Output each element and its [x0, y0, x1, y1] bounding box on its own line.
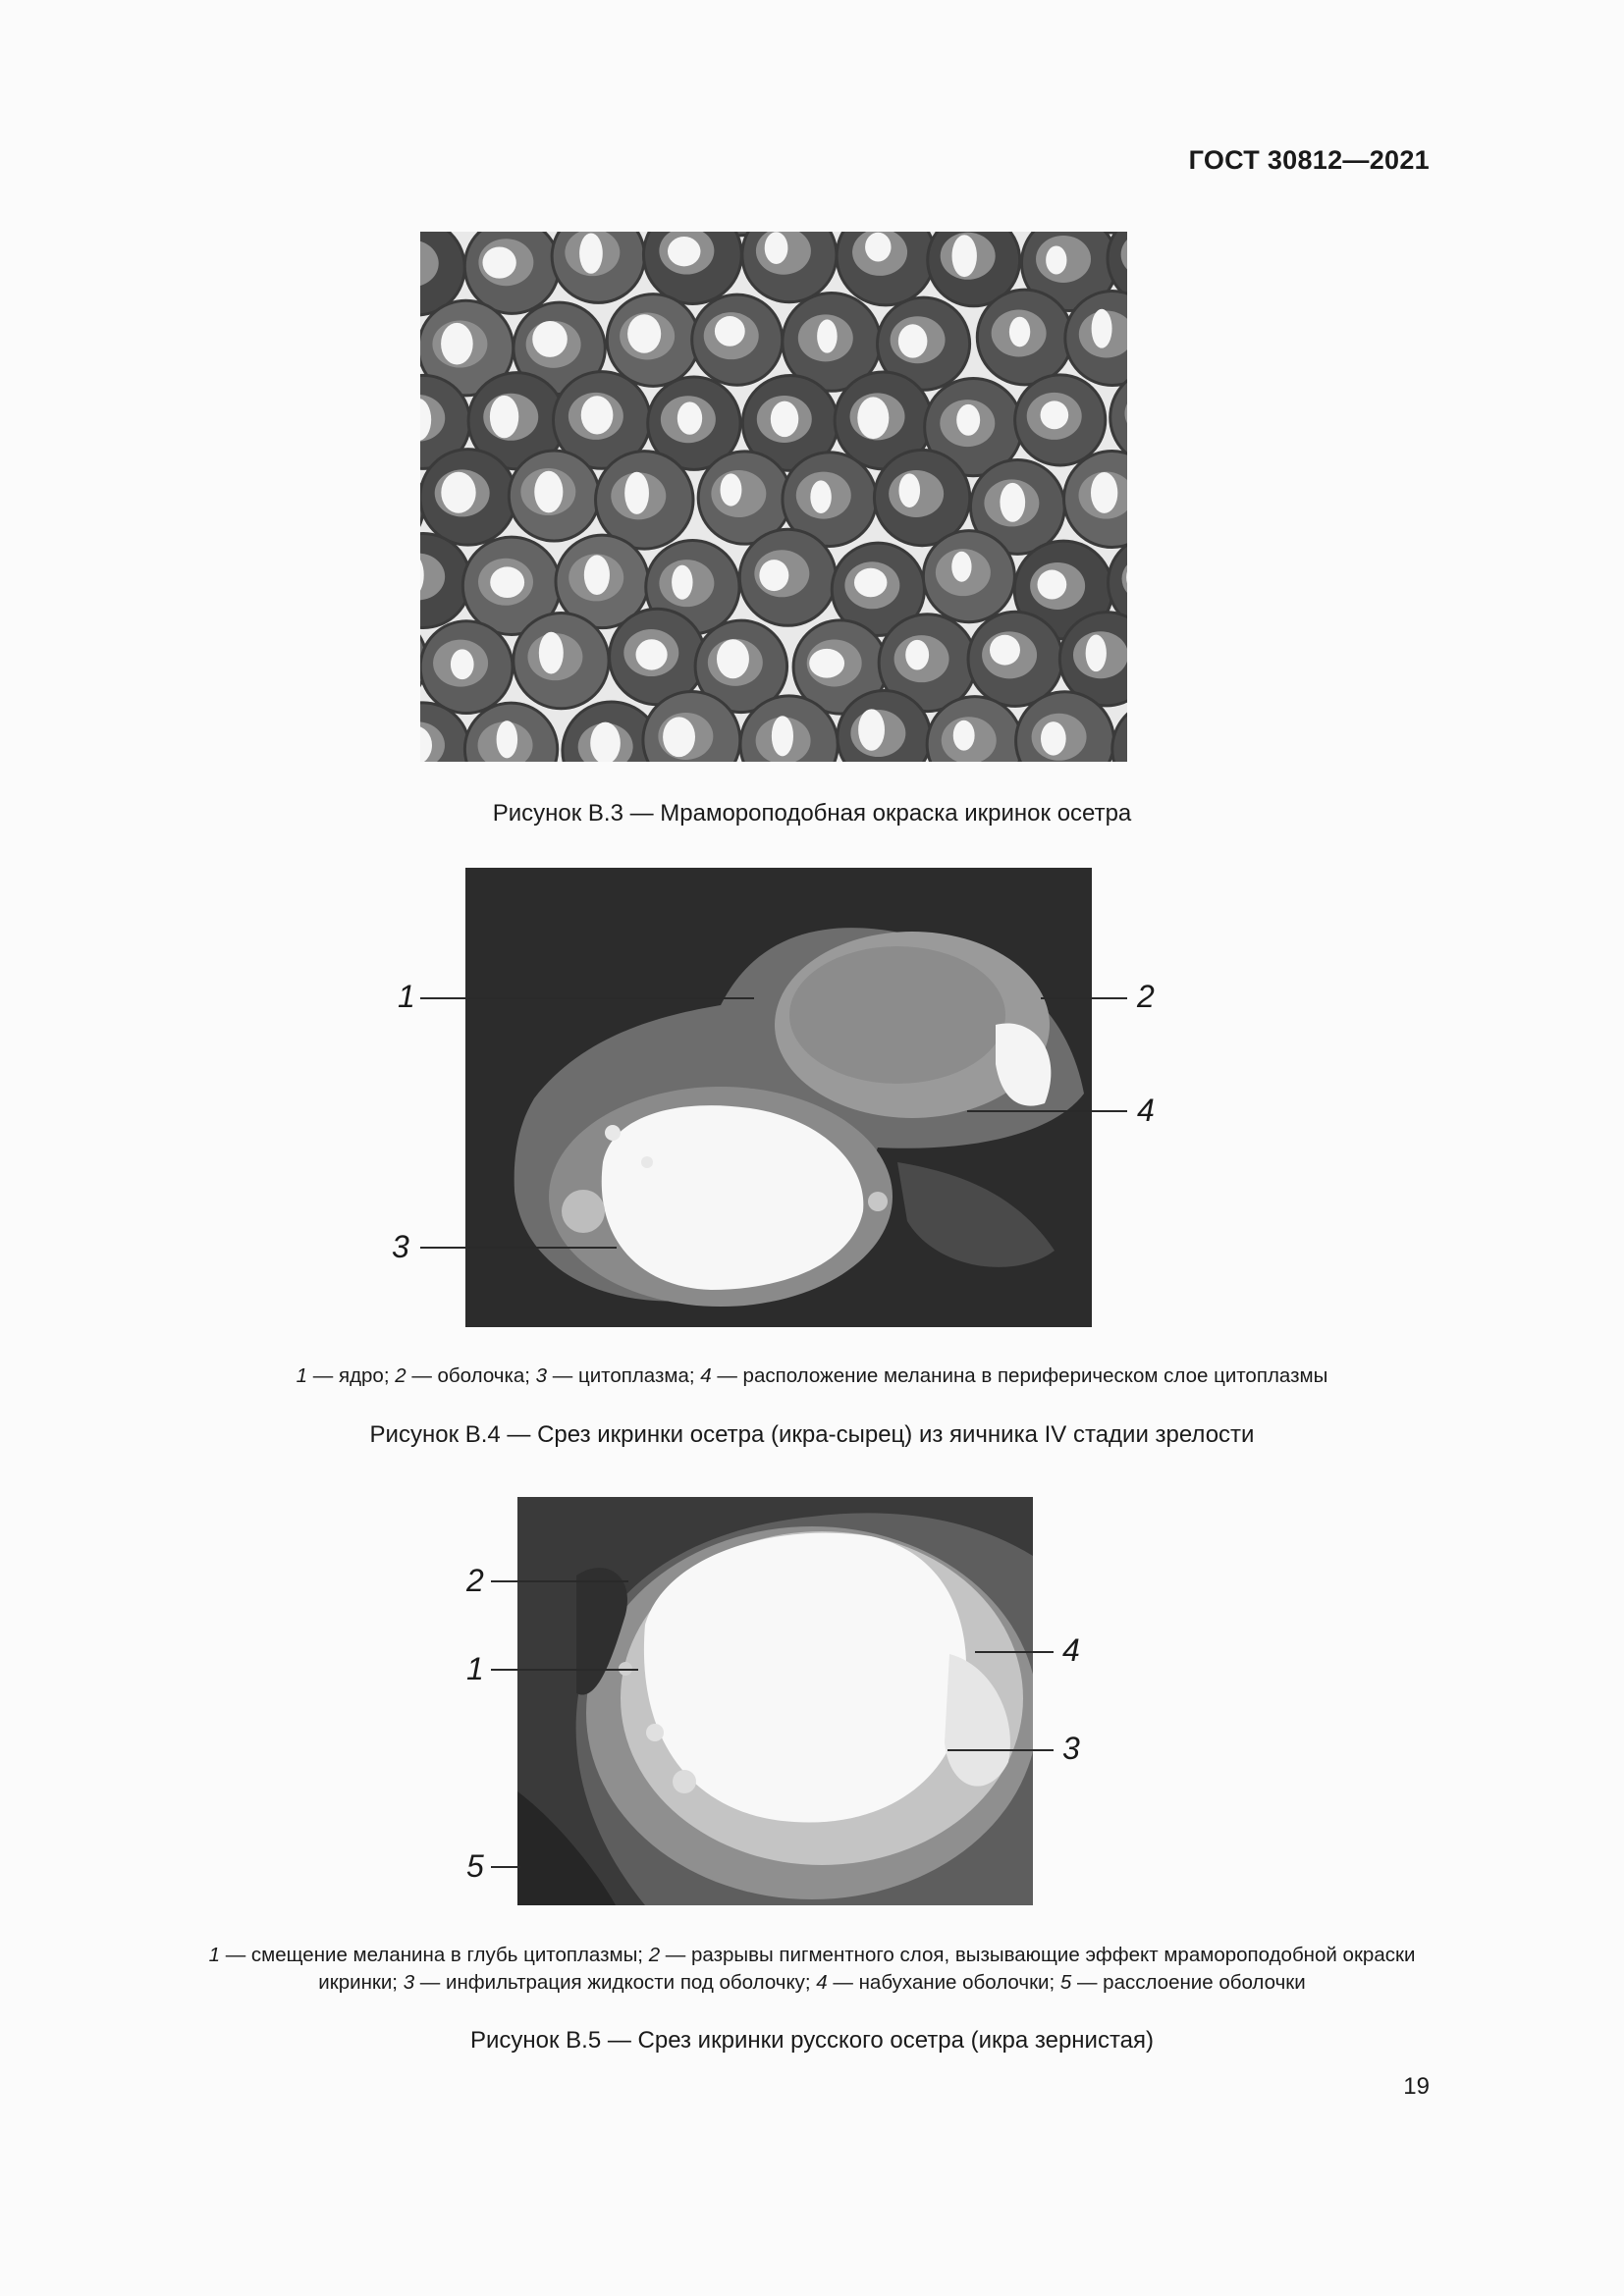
- grain-highlight: [1092, 309, 1112, 348]
- egg-section-image: [465, 868, 1092, 1327]
- callout-2: 2: [1137, 979, 1155, 1014]
- legend-text: — расположение меланина в периферическом слое цитоплазмы: [711, 1364, 1328, 1387]
- legend-num: 3: [403, 1971, 415, 1994]
- grain-highlight: [817, 319, 838, 352]
- legend-num: 1: [296, 1364, 308, 1387]
- grain-highlight: [579, 233, 603, 273]
- callout-5: 5: [466, 1848, 484, 1884]
- figure-b4-legend: [0, 1364, 1624, 1388]
- figure-b4-photo: [465, 868, 1092, 1327]
- legend-num: 2: [648, 1944, 661, 1966]
- grain-highlight: [584, 555, 610, 595]
- leader-line-4: [975, 1651, 1054, 1653]
- grain-highlight: [1038, 570, 1067, 600]
- grain-highlight: [534, 471, 563, 513]
- grain-highlight: [858, 709, 885, 750]
- legend-text: — оболочка;: [406, 1364, 536, 1387]
- grain-highlight: [1041, 721, 1066, 755]
- grain-highlight: [1041, 400, 1069, 429]
- grain-highlight: [1091, 472, 1117, 513]
- callout-2: 2: [466, 1563, 484, 1598]
- grain-highlight: [720, 473, 741, 506]
- legend-line-1: [98, 1942, 1526, 1969]
- leader-line-1: [491, 1669, 638, 1671]
- grain-highlight: [1009, 317, 1030, 347]
- figure-b5-photo: [517, 1497, 1033, 1905]
- grain-highlight: [953, 721, 975, 751]
- leader-line-1: [420, 997, 754, 999]
- legend-text: — разрывы пигментного слоя, вызывающие эффект мрамороподобной окраски: [660, 1944, 1416, 1966]
- grain-highlight: [898, 324, 928, 357]
- legend-text: — ядро;: [307, 1364, 396, 1387]
- figure-b3-caption: Рисунок В.3 — Мрамороподобная окраска икринок осетра: [492, 800, 1132, 827]
- callout-4: 4: [1137, 1093, 1155, 1128]
- grain-highlight: [810, 480, 831, 513]
- grain-highlight: [898, 473, 920, 507]
- legend-text: — набухание оболочки;: [827, 1971, 1060, 1994]
- grain-highlight: [857, 397, 889, 439]
- callout-3: 3: [392, 1229, 409, 1264]
- grain-highlight: [441, 472, 475, 513]
- legend-num: 2: [395, 1364, 406, 1387]
- grain-highlight: [497, 721, 518, 758]
- legend-num: 1: [208, 1944, 221, 1966]
- leader-line-3: [947, 1749, 1054, 1751]
- grain-highlight: [952, 235, 977, 277]
- legend-text: икринки;: [318, 1971, 404, 1994]
- grain-highlight: [990, 635, 1020, 666]
- legend-line-2: [98, 1969, 1526, 1997]
- grain-highlight: [539, 632, 564, 674]
- grain-highlight: [581, 396, 614, 434]
- grain-highlight: [482, 246, 515, 278]
- grain-highlight: [636, 639, 668, 669]
- grain-highlight: [717, 639, 749, 678]
- callout-4: 4: [1062, 1632, 1080, 1668]
- grain-highlight: [715, 316, 745, 347]
- legend-text: — смещение меланина в глубь цитоплазмы;: [220, 1944, 649, 1966]
- grain-highlight: [451, 649, 474, 679]
- grain-highlight: [854, 568, 887, 598]
- grain-highlight: [956, 404, 980, 436]
- legend-num: 5: [1059, 1971, 1072, 1994]
- grain-highlight: [759, 560, 788, 591]
- grain-highlight: [865, 233, 891, 262]
- legend-text: — расслоение оболочки: [1071, 1971, 1306, 1994]
- legend-num: 4: [700, 1364, 712, 1387]
- caviar-eggs-image: [420, 232, 1127, 762]
- grain-highlight: [624, 472, 649, 514]
- legend-num: 4: [816, 1971, 828, 1994]
- grain-highlight: [771, 401, 798, 437]
- callout-1: 1: [398, 979, 415, 1014]
- grain-highlight: [809, 649, 844, 678]
- grain-highlight: [677, 401, 702, 434]
- grain-highlight: [765, 232, 788, 264]
- legend-text: — цитоплазма;: [547, 1364, 701, 1387]
- grain-highlight: [490, 566, 524, 598]
- legend-text: — инфильтрация жидкости под оболочку;: [414, 1971, 817, 1994]
- standard-designation: ГОСТ 30812—2021: [1188, 145, 1430, 175]
- grain-highlight: [1086, 635, 1107, 672]
- legend-num: 3: [535, 1364, 548, 1387]
- figure-b5-caption: Рисунок В.5 — Срез икринки русского осетра (икра зернистая): [469, 2027, 1155, 2054]
- page-number: 19: [1403, 2073, 1430, 2100]
- callout-3: 3: [1062, 1731, 1080, 1766]
- grain-highlight: [1046, 245, 1066, 274]
- grain-highlight: [672, 565, 692, 600]
- grain-highlight: [441, 323, 473, 365]
- leader-line-3: [420, 1247, 617, 1249]
- figure-b4-caption: Рисунок В.4 — Срез икринки осетра (икра-сырец) из яичника IV стадии зрелости: [369, 1421, 1255, 1448]
- figure-b3-photo: [420, 232, 1127, 762]
- grain-highlight: [1000, 483, 1025, 522]
- leader-line-2: [1041, 997, 1127, 999]
- grain-highlight: [951, 552, 971, 582]
- grain-highlight: [532, 321, 568, 357]
- grain-highlight: [905, 640, 929, 670]
- grain-highlight: [663, 717, 695, 757]
- leader-line-2: [491, 1580, 628, 1582]
- callout-1: 1: [466, 1651, 484, 1686]
- leader-line-4: [967, 1110, 1127, 1112]
- figure-b5-legend: [98, 1942, 1526, 1997]
- grain-highlight: [772, 716, 793, 756]
- grain-highlight: [668, 237, 700, 266]
- grain-highlight: [627, 314, 661, 353]
- leader-line-5: [491, 1866, 520, 1868]
- grain-highlight: [490, 396, 518, 438]
- egg-section-b5-image: [517, 1497, 1033, 1905]
